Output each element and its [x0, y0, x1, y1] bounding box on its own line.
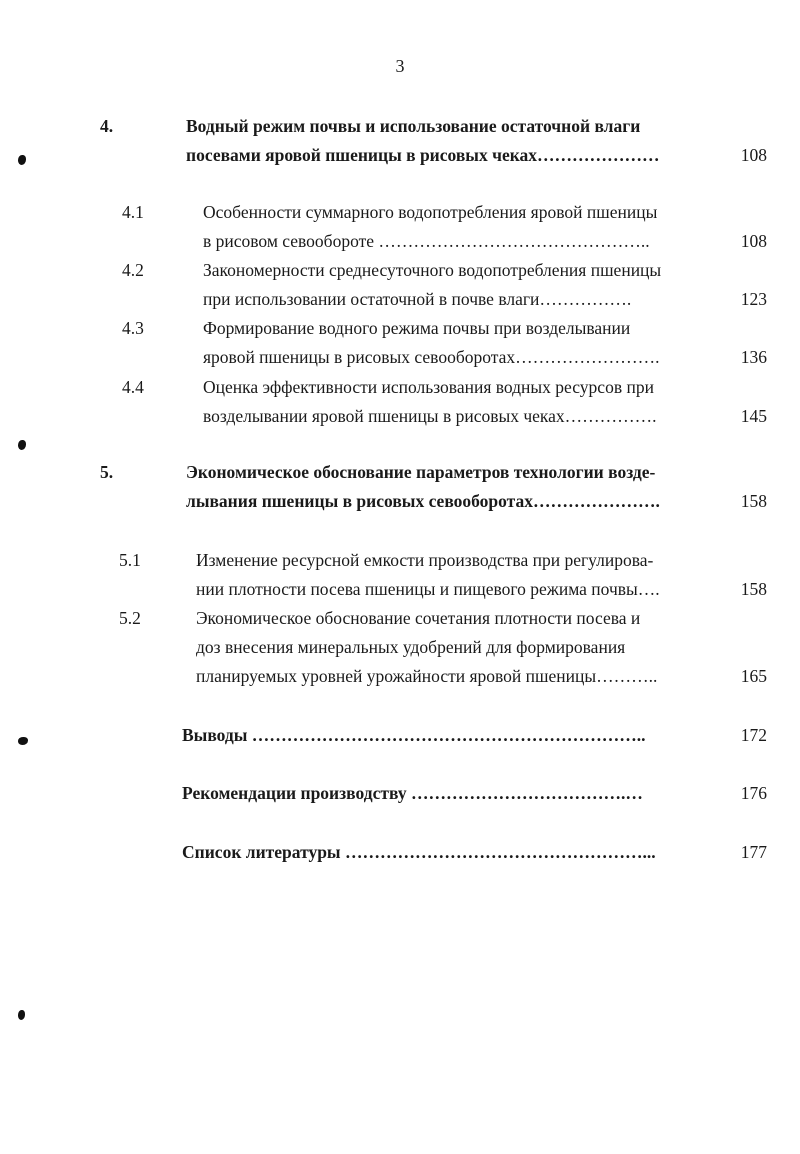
toc-page: 176 [740, 783, 767, 803]
margin-mark [18, 1010, 25, 1020]
page-number: 3 [395, 56, 405, 76]
toc-title: Список литературы ……………………………………………... [182, 842, 656, 862]
toc-number: 4. [100, 116, 114, 136]
toc-page: 158 [740, 579, 767, 599]
toc-number: 4.2 [122, 260, 144, 280]
toc-title: Рекомендации производству ……………………………….… [182, 783, 643, 803]
margin-mark [18, 155, 26, 165]
margin-mark [18, 440, 26, 450]
toc-page: 145 [740, 406, 767, 426]
margin-mark [18, 737, 28, 745]
toc-number: 4.1 [122, 202, 144, 222]
toc-title: Закономерности среднесуточного водопотребления пшеницы при использовании остаточной в почве влаги……………. [203, 260, 662, 309]
toc-title: Экономическое обоснование сочетания плотности посева и доз внесения минеральных удобрений для формирования планируемых уровней урожайности яровой пшеницы……….. [196, 608, 658, 686]
toc-page: 172 [740, 725, 767, 745]
toc-page: 136 [740, 347, 767, 367]
toc-page: 108 [740, 231, 767, 251]
toc-number: 4.3 [122, 318, 144, 338]
toc-title: Особенности суммарного водопотребления яровой пшеницы в рисовом севообороте ……………………………………….. [203, 202, 658, 251]
toc-page: 177 [740, 842, 767, 862]
toc-page: 165 [740, 666, 767, 686]
toc-title: Изменение ресурсной емкости производства при регулирова- нии плотности посева пшеницы и пищевого режима почвы…. [196, 550, 660, 599]
toc-page: 123 [740, 289, 767, 309]
toc-page: 108 [740, 145, 767, 165]
toc-number: 5.1 [119, 550, 141, 570]
toc-page: 158 [740, 491, 767, 511]
toc-title: Экономическое обоснование параметров технологии возде- лывания пшеницы в рисовых севооборотах…………………. [186, 462, 660, 511]
toc-title: Формирование водного режима почвы при возделывании яровой пшеницы в рисовых севооборотах……………………. [203, 318, 660, 367]
toc-title: Оценка эффективности использования водных ресурсов при возделывании яровой пшеницы в рисовых чеках……………. [203, 377, 657, 426]
toc-title: Выводы ………………………………………………………….. [182, 725, 646, 745]
toc-number: 5. [100, 462, 114, 482]
toc-number: 4.4 [122, 377, 144, 397]
toc-title: Водный режим почвы и использование остаточной влаги посевами яровой пшеницы в рисовых чеках………………… [186, 116, 660, 165]
toc-number: 5.2 [119, 608, 141, 628]
